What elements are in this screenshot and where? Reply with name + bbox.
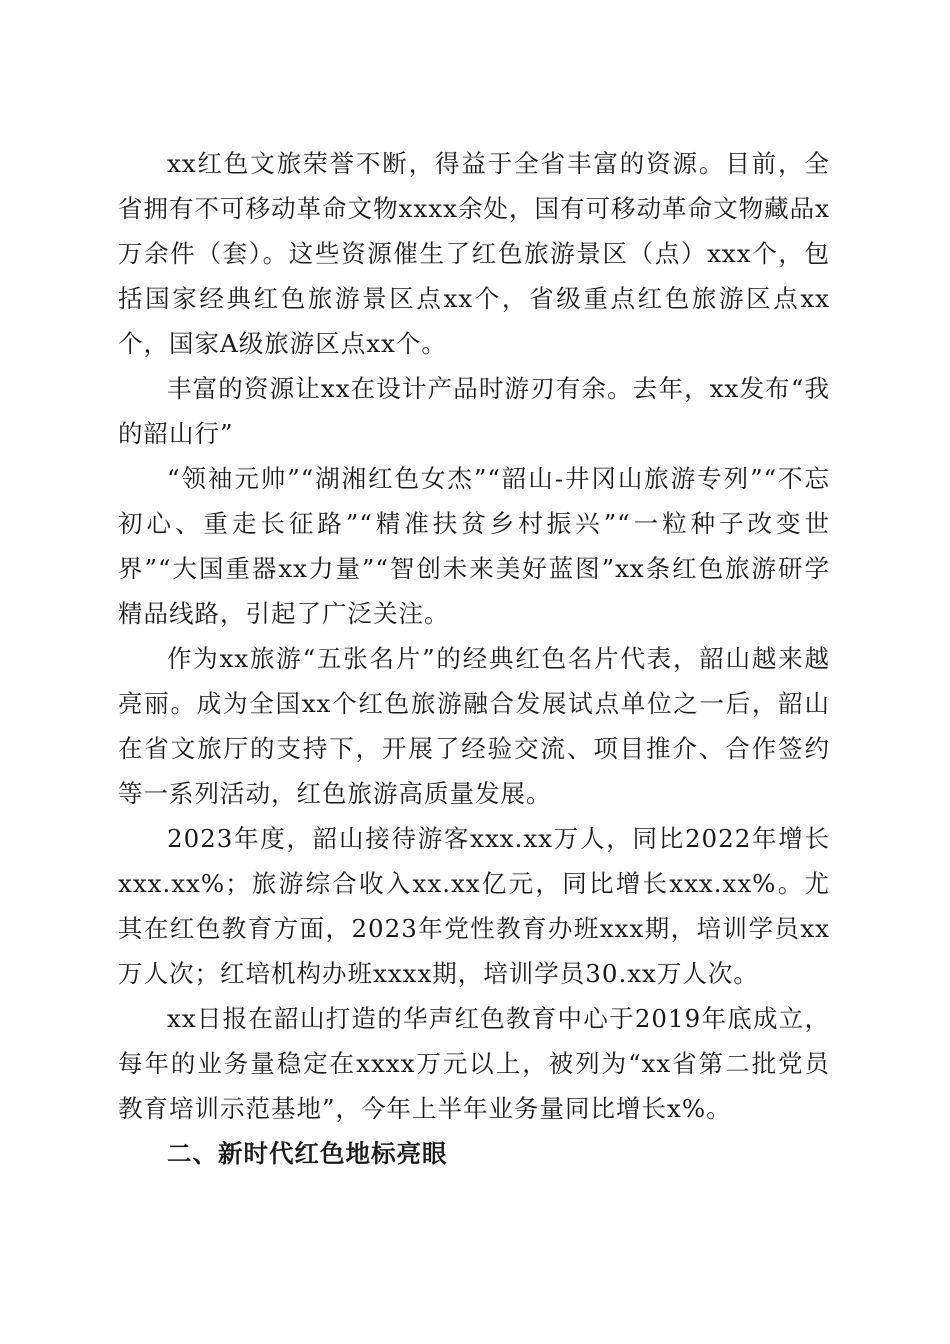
section-heading: 二、新时代红色地标亮眼 [167, 1139, 448, 1168]
paragraph-products: 丰富的资源让xx在设计产品时游刃有余。去年，xx发布“我的韶山行” [118, 374, 830, 448]
paragraph-2023-stats: 2023年度，韶山接待游客xxx.xx万人，同比2022年增长xxx.xx%；旅游综合收入xx.xx亿元，同比增长xxx.xx%。尤其在红色教育方面，2023年党性教育办班xxx期，培训学员xx万人次；红培机构办班xxxx期，培训学员30.xx万人次。 [118, 824, 830, 988]
paragraph-shaoshan-card: 作为xx旅游“五张名片”的经典红色名片代表，韶山越来越亮丽。成为全国xx个红色旅游融合发展试点单位之一后，韶山在省文旅厅的支持下，开展了经验交流、项目推介、合作签约等一系列活动，红色旅游高质量发展。 [118, 644, 830, 808]
paragraph-routes: “领袖元帅”“湖湘红色女杰”“韶山-井冈山旅游专列”“不忘初心、重走长征路”“精准扶贫乡村振兴”“一粒种子改变世界”“大国重器xx力量”“智创未来美好蓝图”xx条红色旅游研学精品线路，引起了广泛关注。 [118, 464, 830, 628]
paragraph-education-center: xx日报在韶山打造的华声红色教育中心于2019年底成立，每年的业务量稳定在xxxx万元以上，被列为“xx省第二批党员教育培训示范基地”，今年上半年业务量同比增长x%。 [118, 1004, 830, 1123]
document-body [118, 141, 830, 1176]
paragraph-resources: xx红色文旅荣誉不断，得益于全省丰富的资源。目前，全省拥有不可移动革命文物xxxx余处，国有可移动革命文物藏品x万余件（套）。这些资源催生了红色旅游景区（点）xxx个，包括国家经典红色旅游景区点xx个，省级重点红色旅游区点xx个，国家A级旅游区点xx个。 [118, 149, 830, 358]
